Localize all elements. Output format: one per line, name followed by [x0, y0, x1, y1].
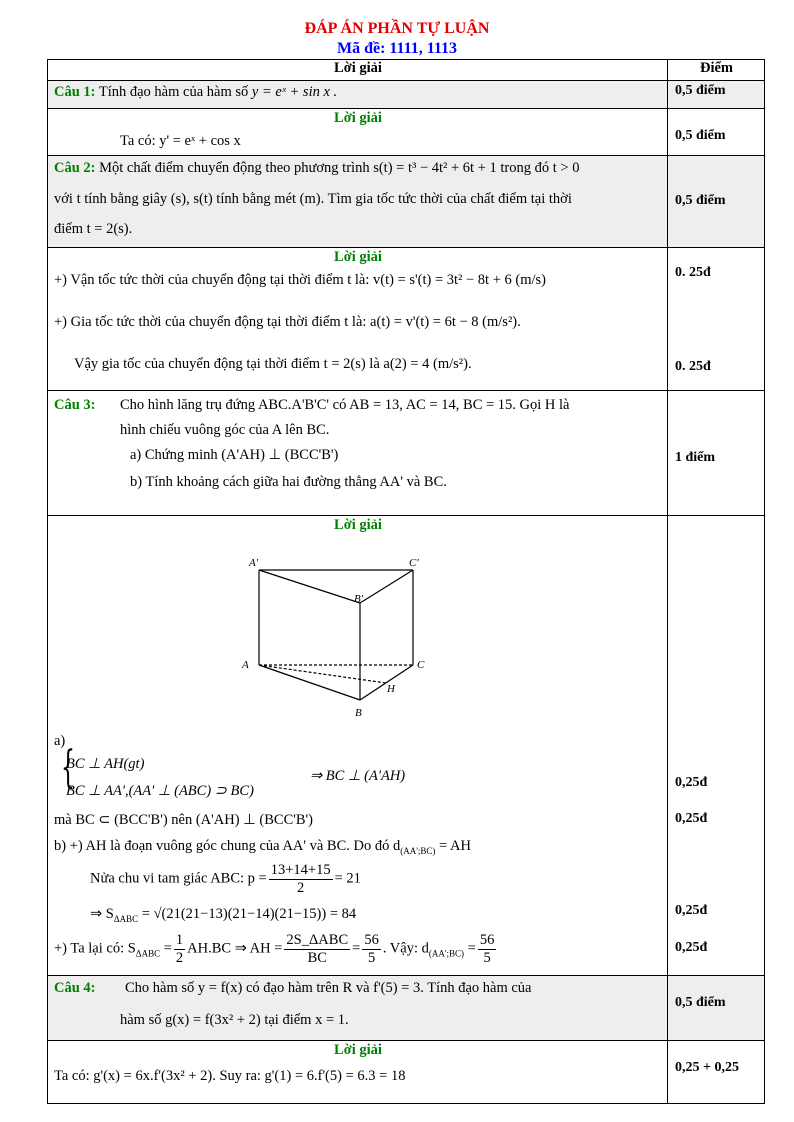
q2-score1: 0. 25đ — [675, 265, 711, 280]
edge-a1b1 — [259, 570, 360, 603]
label-a1: A' — [249, 557, 259, 569]
q1-answer-score: 0,5 điểm — [675, 128, 726, 143]
q2-score2: 0. 25đ — [675, 359, 711, 374]
q3-line3: a) Chứng minh (A'AH) ⊥ (BCC'B') — [130, 447, 339, 463]
column-divider — [667, 59, 668, 1104]
q3-line4: b) Tính khoảng cách giữa hai đường thẳng AA' và BC. — [130, 474, 447, 490]
label-a: A — [242, 659, 249, 671]
q3-score-a1: 0,25đ — [675, 775, 708, 790]
q4-answer-score: 0,25 + 0,25 — [675, 1060, 739, 1075]
q3-line1: Cho hình lăng trụ đứng ABC.A'B'C' có AB = 13, AC = 14, BC = 15. Gọi H là — [120, 397, 570, 413]
q1-text: Câu 1: Tính đạo hàm của hàm số y = eˣ + sin x . — [54, 84, 338, 100]
q2-sol1: +) Vận tốc tức thời của chuyển động tại thời điểm t là: v(t) = s'(t) = 3t² − 8t + 6 (m/s) — [54, 272, 546, 288]
q2-sol3: Vậy gia tốc của chuyển động tại thời điểm t = 2(s) là a(2) = 4 (m/s²). — [74, 356, 472, 372]
q3-score-b2: 0,25đ — [675, 940, 708, 955]
q2-line1: Câu 2: Một chất điểm chuyển động theo phương trình s(t) = t³ − 4t² + 6t + 1 trong đó t > 0 — [54, 160, 580, 176]
solution-label: Lời giải — [334, 110, 382, 126]
header-score: Điểm — [699, 60, 733, 76]
edge-b1c1 — [360, 570, 413, 603]
q3-score-a2: 0,25đ — [675, 811, 708, 826]
area-heron: ⇒ $S_{\Delta ABC} = √(21(21-13)(21-14)(21-15)) = 84$ — [90, 906, 357, 924]
label-b: B — [355, 707, 362, 719]
solution-label: Lời giải — [334, 249, 382, 265]
system-brace: { — [61, 742, 75, 793]
q4-line1: Cho hàm số y = f(x) có đạo hàm trên R và f'(5) = 3. Tính đạo hàm của — [125, 980, 532, 996]
edge-ab — [259, 665, 360, 700]
q2-score: 0,5 điểm — [675, 193, 726, 208]
q3-label: Câu 3: — [54, 397, 96, 413]
label-c: C — [417, 659, 425, 671]
label-c1: C' — [409, 557, 419, 569]
q4-score: 0,5 điểm — [675, 995, 726, 1010]
q1-answer: Ta có: y' = eˣ + cos x — [120, 133, 241, 149]
system-result: ⇒ BC ⊥ (A'AH) — [310, 768, 406, 784]
part-b-line1: b) +) AH là đoạn vuông góc chung của AA' và BC. Do đó $d_{(AA';BC)}$ = AH — [54, 838, 471, 856]
page-subtitle: Mã đề: 1111, 1113 — [336, 40, 457, 57]
prism-figure — [230, 552, 450, 722]
part-a-label: a) — [54, 733, 66, 749]
label-h: H — [387, 683, 395, 695]
q2-line2: với t tính bằng giây (s), s(t) tính bằng mét (m). Tìm gia tốc tức thời của chất điểm tại thời — [54, 191, 572, 207]
segment-ah — [259, 665, 386, 683]
q3-score-b1: 0,25đ — [675, 903, 708, 918]
solution-label: Lời giải — [334, 1042, 382, 1058]
q3-line2: hình chiếu vuông góc của A lên BC. — [120, 422, 330, 438]
page-title: ĐÁP ÁN PHẦN TỰ LUẬN — [304, 20, 490, 37]
q4-line2: hàm số g(x) = f(3x² + 2) tại điểm x = 1. — [120, 1012, 349, 1028]
part-a-line2: mà BC ⊂ (BCC'B') nên (A'AH) ⊥ (BCC'B') — [54, 812, 313, 828]
ah-computation: +) Ta lại có: $S_{\Delta ABC}$ = $\frac{1}{2}$ AH.BC ⇒ AH = $\frac{\text{2S\_ΔABC}}{BC}$ = $\frac{56}{5}$ . Vậy: $d_{(AA';BC)}$ = $\frac{56}{5}$ — [54, 932, 495, 966]
label-b1: B' — [354, 593, 364, 605]
system-line2: BC ⊥ AA',(AA' ⊥ (ABC) ⊃ BC) — [66, 783, 254, 799]
system-line1: BC ⊥ AH(gt) — [66, 756, 145, 772]
semi-perimeter: Nửa chu vi tam giác ABC: p = $\frac{13+14+15}{2}$ = 21 — [90, 862, 361, 896]
q4-answer: Ta có: g'(x) = 6x.f'(3x² + 2). Suy ra: g'(1) = 6.f'(5) = 6.3 = 18 — [54, 1068, 406, 1084]
header-solution: Lời giải — [334, 60, 382, 76]
q2-line3: điểm t = 2(s). — [54, 221, 133, 237]
solution-label: Lời giải — [334, 517, 382, 533]
q2-sol2: +) Gia tốc tức thời của chuyển động tại thời điểm t là: a(t) = v'(t) = 6t − 8 (m/s²). — [54, 314, 521, 330]
q4-label: Câu 4: — [54, 980, 96, 996]
q1-score: 0,5 điểm — [675, 83, 726, 98]
q3-score: 1 điểm — [675, 450, 716, 465]
